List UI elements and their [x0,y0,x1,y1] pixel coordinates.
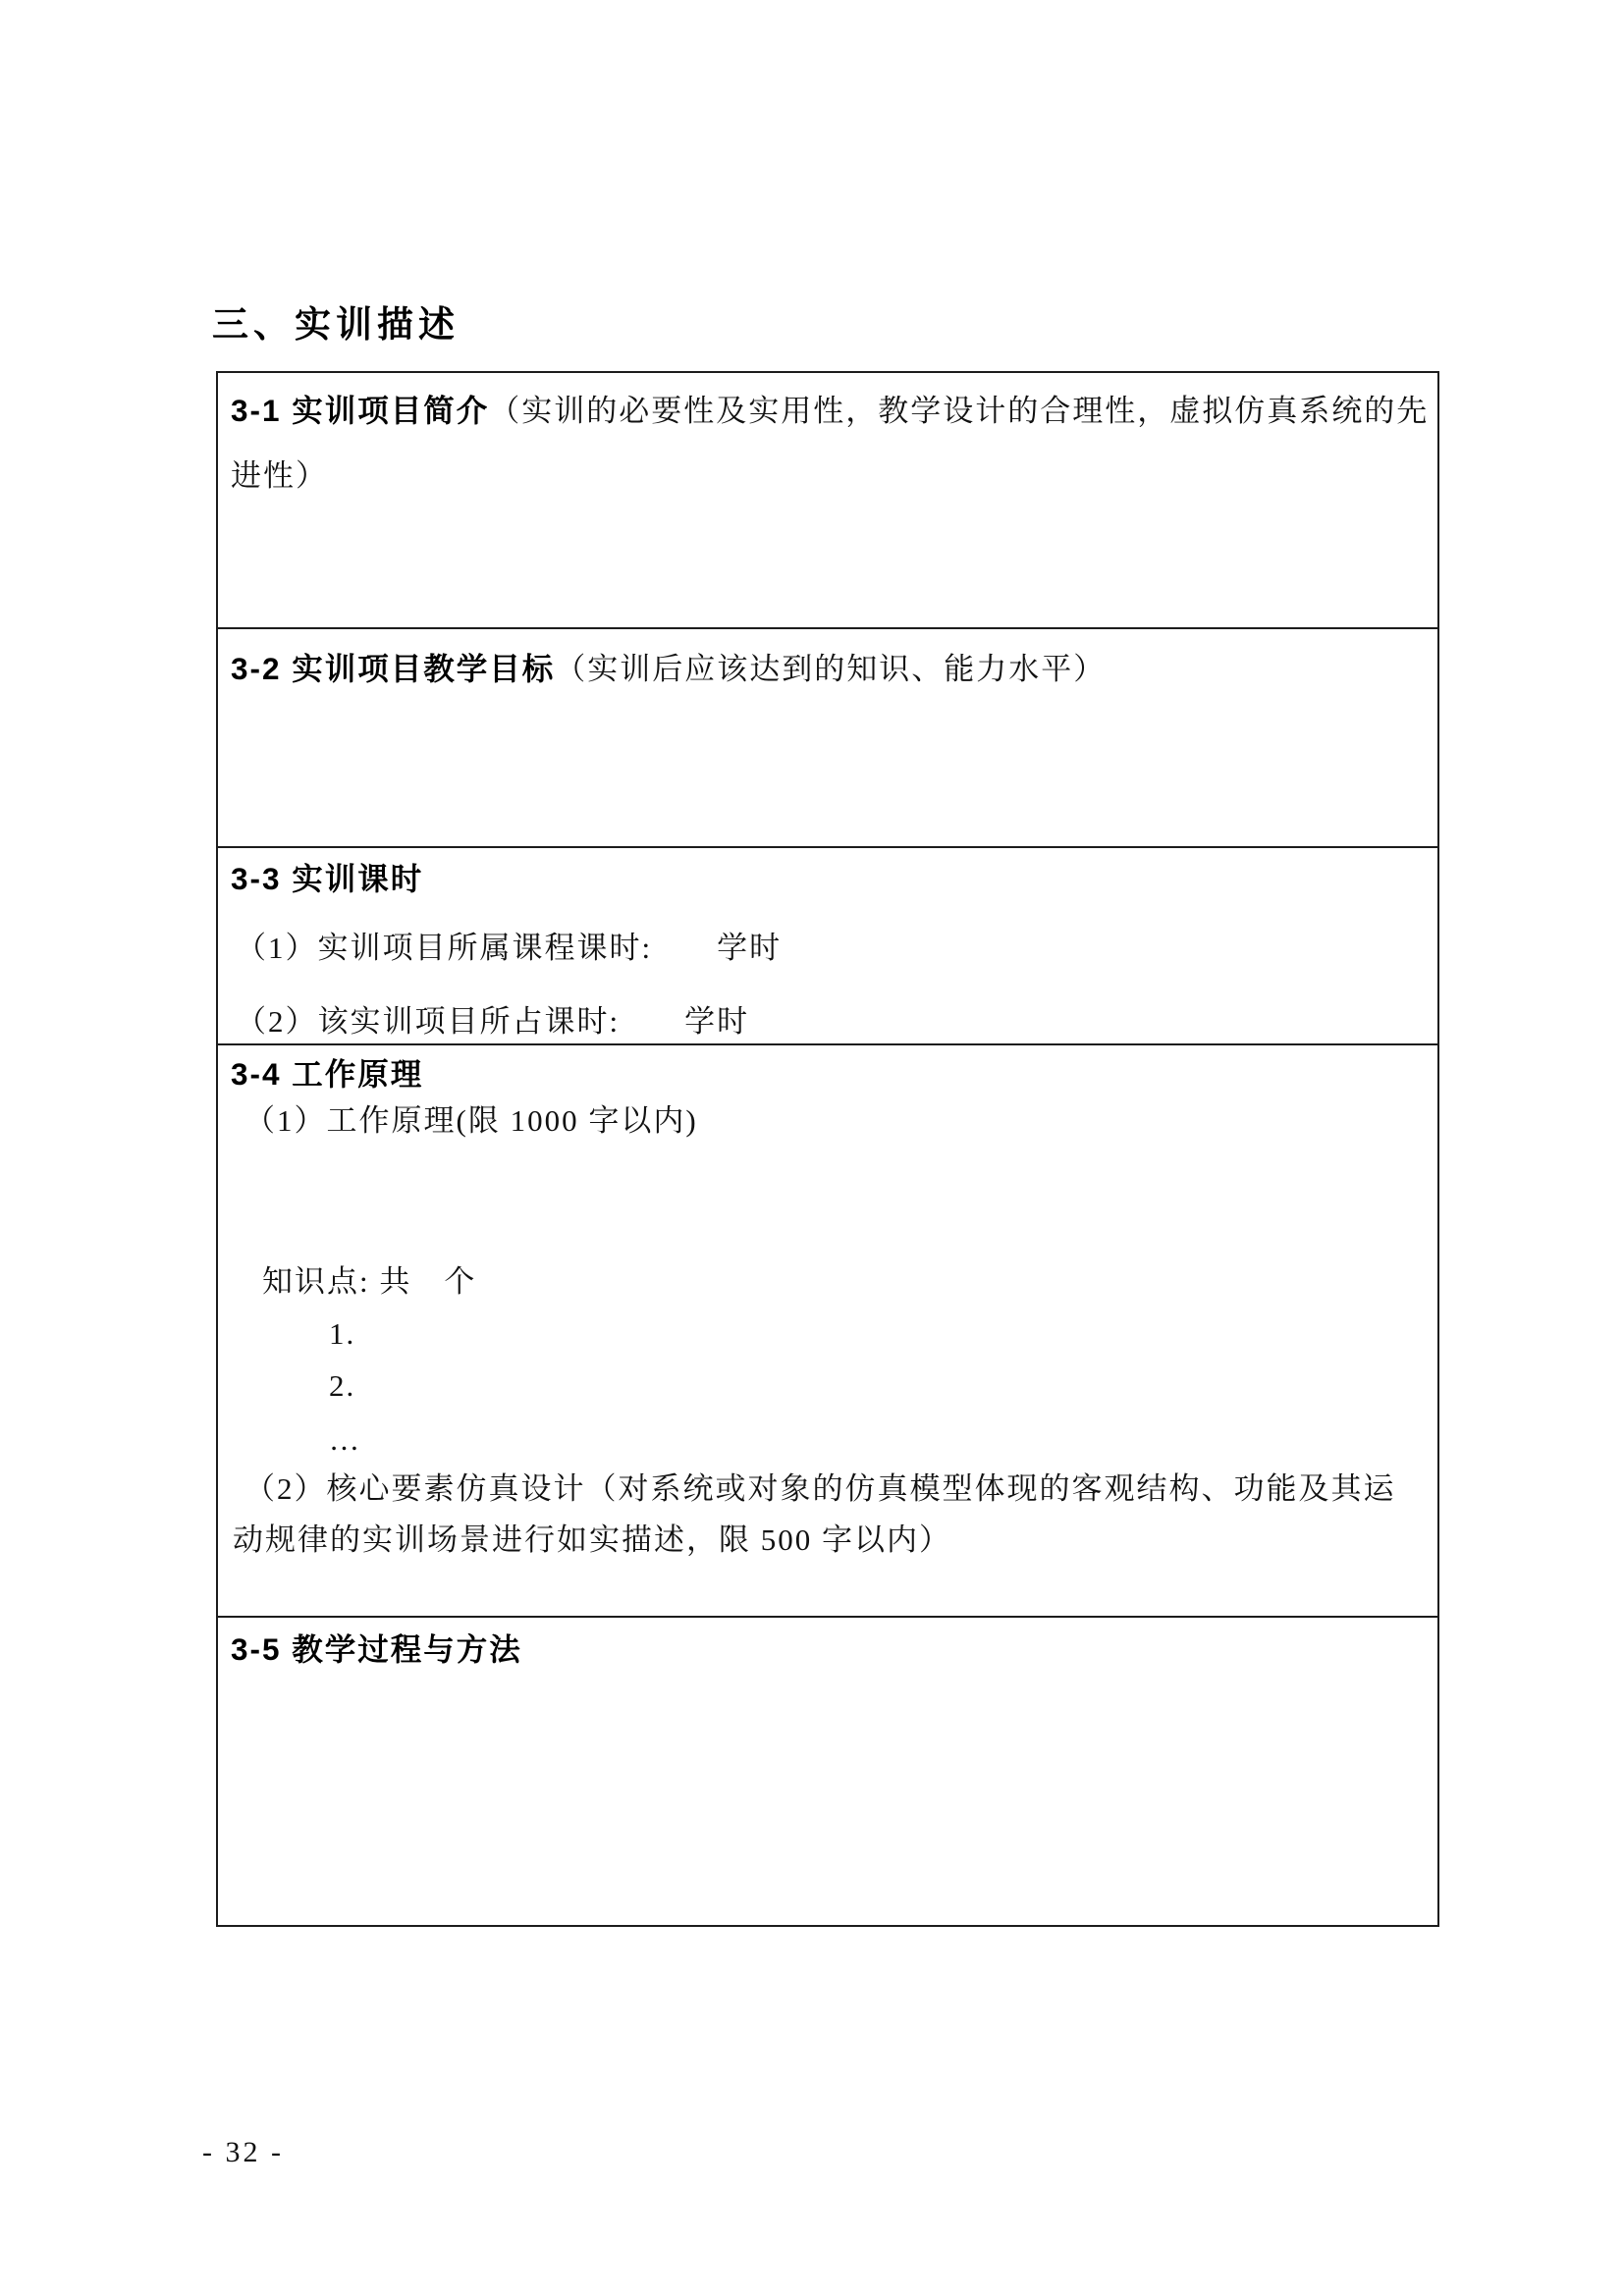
knowledge-point-2: 2. [329,1368,356,1403]
row-3-1-title: 3-1 实训项目简介 [231,393,490,428]
section-heading: 三、实训描述 [212,304,460,345]
row-3-4-working-principle [218,1045,1437,1618]
row-3-2-title: 3-2 实训项目教学目标 [231,651,556,686]
row-3-2-line [231,639,1422,705]
sim-design-line-2: 动规律的实训场景进行如实描述，限 500 字以内） [233,1522,951,1557]
training-description-table [216,371,1439,1927]
row-3-1-project-intro [218,373,1437,629]
row-3-2-note: （实训后应该达到的知识、能力水平） [555,652,1107,686]
row-3-1-note-part-2: 进性） [231,458,328,493]
knowledge-point-ellipsis: … [329,1422,361,1457]
knowledge-points-label: 知识点: 共 个 [262,1264,477,1299]
row-3-1-note-part-1: （实训的必要性及实用性，教学设计的合理性，虚拟仿真系统的先 [489,394,1430,428]
working-principle-item: （1）工作原理(限 1000 字以内) [244,1103,698,1138]
course-hours-item: （1）实训项目所属课程课时: 学时 [236,931,783,965]
knowledge-point-1: 1. [329,1316,356,1351]
row-3-5-title: 3-5 教学过程与方法 [231,1631,522,1667]
project-hours-item: （2）该实训项目所占课时: 学时 [236,1004,750,1039]
row-3-3-class-hours [218,848,1437,1045]
page-number: - 32 - [202,2136,284,2168]
row-3-3-title: 3-3 实训课时 [231,861,424,896]
row-3-2-teaching-goals [218,629,1437,848]
core-element-sim-design-paragraph [231,1464,1422,1566]
sim-design-line-1: （2）核心要素仿真设计（对系统或对象的仿真模型体现的客观结构、功能及其运 [244,1471,1396,1506]
row-3-4-title: 3-4 工作原理 [231,1056,424,1092]
row-3-1-line-1 [231,381,1430,447]
row-3-5-teaching-process [218,1618,1437,1925]
